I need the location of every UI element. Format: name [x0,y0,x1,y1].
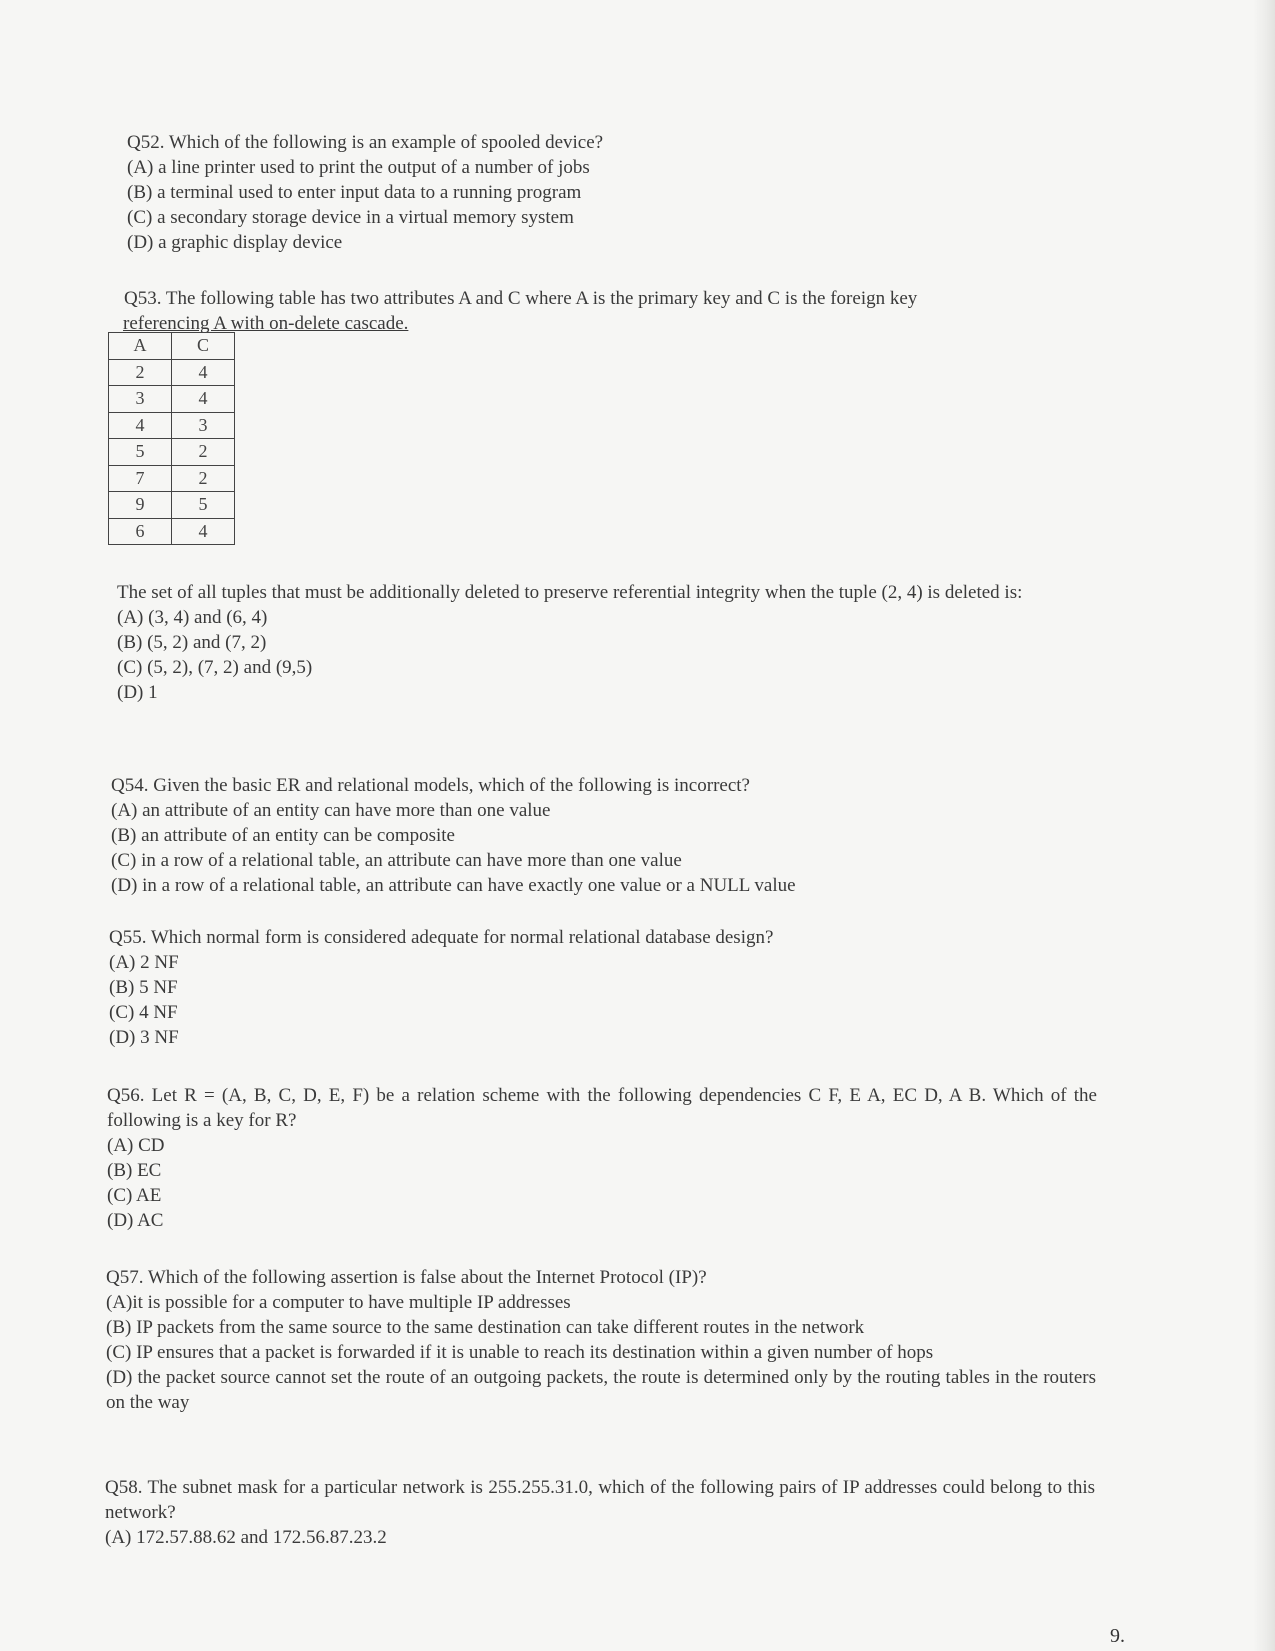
table-header-row [109,333,235,360]
table-row [109,386,235,413]
cell-a: 5 [109,439,172,466]
page-number: 9. [1110,1625,1125,1647]
option-c: (C) a secondary storage device in a virtual memory system [127,207,574,228]
question-stem: Q54. Given the basic ER and relational models, which of the following is incorrect? [111,775,750,796]
option-b: (B) IP packets from the same source to the same destination can take different routes in the network [106,1317,865,1338]
cell-c: 2 [172,439,235,466]
option-a: (A) 172.57.88.62 and 172.56.87.23.2 [105,1527,387,1548]
option-b: (B) EC [107,1160,162,1181]
option-a: (A) 2 NF [109,952,179,973]
option-b: (B) (5, 2) and (7, 2) [117,632,267,653]
table-row [109,359,235,386]
cell-a: 6 [109,518,172,545]
option-c: (C) AE [107,1185,162,1206]
table-row [109,412,235,439]
question-stem: Q57. Which of the following assertion is false about the Internet Protocol (IP)? [106,1267,707,1288]
question-56 [107,1083,1097,1233]
question-text: The set of all tuples that must be additionally deleted to preserve referential integrity when the tuple (2, 4) is deleted is: [117,582,1023,603]
option-a: (A) CD [107,1135,165,1156]
cell-a: 3 [109,386,172,413]
question-stem: Q53. The following table has two attributes A and C where A is the primary key and C is the foreign key [124,288,918,309]
question-stem: Q52. Which of the following is an example of spooled device? [127,132,604,153]
option-c: (C) IP ensures that a packet is forwarded if it is unable to reach its destination within a given number of hops [106,1342,934,1363]
table-row [109,518,235,545]
table-row [109,492,235,519]
question-53 [124,286,1104,336]
option-d: (D) in a row of a relational table, an attribute can have exactly one value or a NULL value [111,875,796,896]
option-b: (B) 5 NF [109,977,178,998]
relation-table [108,332,235,545]
question-stem: Q55. Which normal form is considered adequate for normal relational database design? [109,927,774,948]
cell-a: 4 [109,412,172,439]
option-a: (A)it is possible for a computer to have multiple IP addresses [106,1292,571,1313]
cell-c: 4 [172,518,235,545]
column-header-c: C [172,333,235,360]
option-d: (D) the packet source cannot set the route of an outgoing packets, the route is determined only by the routing tables in the routers on the way [106,1367,1096,1413]
cell-c: 4 [172,359,235,386]
question-stem-continued: referencing A with on-delete cascade. [123,313,409,334]
option-a: (A) an attribute of an entity can have more than one value [111,800,551,821]
question-53-prompt [117,580,1102,705]
cell-c: 5 [172,492,235,519]
option-d: (D) 1 [117,682,158,703]
cell-c: 3 [172,412,235,439]
option-b: (B) an attribute of an entity can be composite [111,825,455,846]
cell-c: 2 [172,465,235,492]
table-row [109,439,235,466]
scan-edge [1253,0,1275,1651]
option-c: (C) (5, 2), (7, 2) and (9,5) [117,657,313,678]
cell-a: 9 [109,492,172,519]
option-a: (A) (3, 4) and (6, 4) [117,607,268,628]
question-55 [109,925,1099,1050]
question-54 [111,773,1101,898]
cell-a: 7 [109,465,172,492]
option-a: (A) a line printer used to print the output of a number of jobs [127,157,590,178]
option-c: (C) 4 NF [109,1002,178,1023]
question-57 [106,1265,1096,1415]
option-d: (D) a graphic display device [127,232,343,253]
cell-a: 2 [109,359,172,386]
question-58 [105,1475,1095,1550]
option-b: (B) a terminal used to enter input data to a running program [127,182,582,203]
option-d: (D) 3 NF [109,1027,179,1048]
question-stem: Q58. The subnet mask for a particular network is 255.255.31.0, which of the following pairs of IP addresses could belong to this network? [105,1477,1095,1523]
option-d: (D) AC [107,1210,164,1231]
option-c: (C) in a row of a relational table, an attribute can have more than one value [111,850,682,871]
table-row [109,465,235,492]
cell-c: 4 [172,386,235,413]
question-stem: Q56. Let R = (A, B, C, D, E, F) be a relation scheme with the following dependencies C F, E A, EC D, A B. Which of the following is a key for R? [107,1085,1097,1131]
column-header-a: A [109,333,172,360]
question-52 [127,130,747,255]
